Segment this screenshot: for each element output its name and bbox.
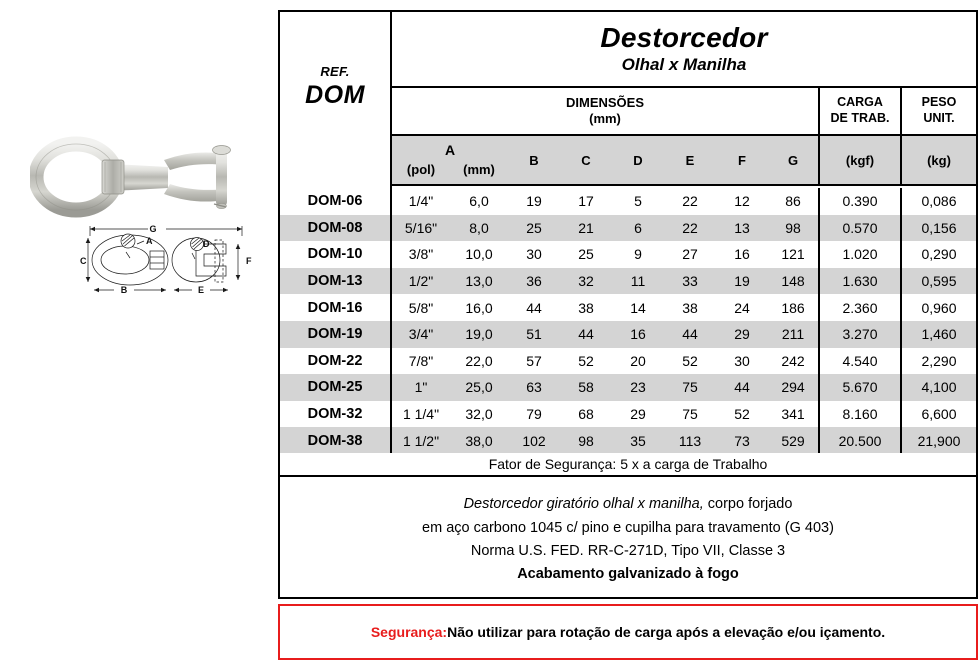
cell-g: 148 — [768, 268, 820, 295]
cell-e: 52 — [682, 352, 698, 369]
cell-reference: DOM-06 — [280, 188, 392, 215]
cell-mm: 16,0 — [465, 299, 493, 316]
cell-peso: 1,460 — [921, 326, 957, 343]
cell-carga: 1.630 — [820, 268, 902, 295]
table-row — [280, 321, 976, 348]
safety-warning-text: Não utilizar para rotação de carga após a elevação e/ou içamento. — [447, 624, 886, 640]
description-line-2: em aço carbono 1045 c/ pino e cupilha para travamento (G 403) — [422, 519, 834, 536]
swivel-dimension-line-drawing-icon — [78, 222, 268, 297]
cell-b: 19 — [526, 193, 542, 210]
cell-d: 23 — [630, 379, 646, 396]
drawing-label-e: E — [197, 285, 205, 295]
description-line-1-italic: Destorcedor giratório olhal x manilha, — [463, 496, 704, 513]
cell-reference: DOM-13 — [280, 268, 392, 295]
reference-prefix-label: REF. — [320, 64, 350, 79]
reference-prefix: DOM — [305, 81, 365, 109]
cell-mm: 10,0 — [465, 246, 493, 263]
cell-g: 211 — [768, 321, 820, 348]
description-line-1 — [464, 493, 793, 516]
cell-carga: 8.160 — [820, 401, 902, 428]
cell-carga: 2.360 — [820, 294, 902, 321]
column-header-a-pol — [392, 136, 456, 184]
cell-peso: 21,900 — [917, 432, 961, 449]
cell-peso: 6,600 — [921, 406, 957, 423]
cell-c: 68 — [578, 406, 594, 423]
cell-pol: 3/4" — [408, 326, 434, 343]
cell-carga: 0.570 — [820, 215, 902, 242]
description-block — [278, 477, 978, 599]
cell-mm: 25,0 — [465, 379, 493, 396]
cell-c: 38 — [578, 299, 594, 316]
cell-d: 20 — [630, 352, 646, 369]
cell-c: 58 — [578, 379, 594, 396]
cell-e: 44 — [682, 326, 698, 343]
cell-g: 98 — [768, 215, 820, 242]
cell-peso: 4,100 — [921, 379, 957, 396]
cell-f: 12 — [734, 193, 750, 210]
group-header-peso — [902, 88, 976, 134]
cell-b: 57 — [526, 352, 542, 369]
cell-b: 30 — [526, 246, 542, 263]
cell-e: 113 — [678, 432, 702, 449]
safety-factor-text: Fator de Segurança: 5 x a carga de Trabalho — [488, 456, 768, 472]
illustration-panel — [0, 0, 278, 667]
cell-e: 33 — [682, 273, 698, 290]
page-title: Destorcedor — [600, 21, 768, 53]
group-header-carga-line1: CARGA — [837, 95, 883, 110]
cell-mm: 6,0 — [469, 193, 489, 210]
cell-g: 86 — [768, 188, 820, 215]
cell-mm: 8,0 — [469, 219, 489, 236]
cell-b: 79 — [526, 406, 542, 423]
drawing-label-a: A — [146, 236, 153, 246]
cell-g: 121 — [768, 241, 820, 268]
column-header-peso-unit: (kg) — [927, 152, 951, 168]
column-header-a-mm — [450, 136, 508, 184]
cell-pol: 1" — [414, 379, 428, 396]
cell-pol: 1/2" — [408, 273, 434, 290]
cell-c: 25 — [578, 246, 594, 263]
column-header-f: F — [738, 152, 746, 168]
description-line-1-rest: corpo forjado — [703, 496, 793, 513]
cell-mm: 38,0 — [465, 432, 493, 449]
cell-f: 44 — [734, 379, 750, 396]
cell-e: 22 — [682, 219, 698, 236]
cell-g: 294 — [768, 374, 820, 401]
table-row — [280, 348, 976, 375]
cell-f: 52 — [734, 406, 750, 423]
group-header-dimensions-label: DIMENSÕES — [565, 94, 644, 110]
group-header-carga-line2: DE TRAB. — [830, 111, 890, 125]
cell-reference: DOM-32 — [280, 401, 392, 428]
drawing-label-g: G — [149, 224, 157, 234]
cell-c: 44 — [578, 326, 594, 343]
description-line-3: Norma U.S. FED. RR-C-271D, Tipo VII, Classe 3 — [470, 543, 786, 559]
dimension-drawing — [78, 222, 268, 297]
cell-c: 52 — [578, 352, 594, 369]
cell-g: 242 — [768, 348, 820, 375]
cell-peso: 2,290 — [921, 352, 957, 369]
table-row — [280, 374, 976, 401]
cell-mm: 19,0 — [465, 326, 493, 343]
cell-f: 19 — [734, 273, 750, 290]
page-subtitle: Olhal x Manilha — [621, 55, 747, 75]
cell-c: 21 — [578, 219, 594, 236]
cell-carga: 4.540 — [820, 348, 902, 375]
safety-warning-label: Segurança: — [370, 624, 448, 640]
cell-reference: DOM-38 — [280, 427, 392, 454]
cell-reference: DOM-08 — [280, 215, 392, 242]
group-header-dimensions-unit: (mm) — [589, 111, 621, 126]
product-photo — [30, 136, 255, 218]
cell-pol: 1 1/4" — [402, 406, 440, 423]
group-header-dimensions — [392, 88, 820, 134]
cell-d: 11 — [630, 273, 646, 290]
column-header-a-pol-label: (pol) — [406, 162, 436, 177]
description-line-4: Acabamento galvanizado à fogo — [517, 566, 739, 583]
cell-d: 6 — [634, 219, 642, 236]
table-body — [280, 188, 976, 451]
cell-peso: 0,595 — [921, 273, 957, 290]
column-header-g: G — [768, 136, 820, 184]
cell-e: 38 — [682, 299, 698, 316]
group-header-row — [392, 88, 976, 136]
cell-d: 14 — [630, 299, 646, 316]
cell-f: 29 — [734, 326, 750, 343]
column-header-e: E — [685, 152, 695, 168]
cell-d: 29 — [630, 406, 646, 423]
cell-c: 98 — [578, 432, 594, 449]
cell-peso: 0,960 — [921, 299, 957, 316]
safety-warning-box — [278, 604, 978, 660]
cell-d: 16 — [630, 326, 646, 343]
cell-reference: DOM-10 — [280, 241, 392, 268]
group-header-carga — [820, 88, 902, 134]
cell-c: 32 — [578, 273, 594, 290]
cell-peso: 0,086 — [921, 193, 957, 210]
table-row — [280, 268, 976, 295]
column-header-row — [392, 136, 976, 186]
cell-reference: DOM-19 — [280, 321, 392, 348]
cell-e: 22 — [682, 193, 698, 210]
cell-reference: DOM-22 — [280, 348, 392, 375]
column-header-carga-unit: (kgf) — [820, 136, 902, 184]
cell-b: 51 — [526, 326, 542, 343]
cell-pol: 1/4" — [408, 193, 434, 210]
cell-f: 13 — [734, 219, 750, 236]
cell-peso: 0,156 — [921, 219, 957, 236]
column-header-b: B — [529, 152, 539, 168]
cell-carga: 20.500 — [820, 427, 902, 454]
cell-f: 73 — [734, 432, 750, 449]
cell-e: 75 — [682, 406, 698, 423]
cell-reference: DOM-25 — [280, 374, 392, 401]
table-row — [280, 215, 976, 242]
cell-b: 36 — [526, 273, 542, 290]
cell-f: 16 — [734, 246, 750, 263]
cell-b: 25 — [526, 219, 542, 236]
cell-b: 102 — [522, 432, 546, 449]
group-header-peso-line2: UNIT. — [923, 111, 955, 125]
table-row — [280, 241, 976, 268]
table-row — [280, 188, 976, 215]
cell-pol: 3/8" — [408, 246, 434, 263]
safety-factor-row — [278, 453, 978, 477]
cell-pol: 5/16" — [404, 219, 438, 236]
cell-carga: 5.670 — [820, 374, 902, 401]
cell-mm: 32,0 — [465, 406, 493, 423]
drawing-label-f: F — [246, 256, 252, 266]
cell-g: 341 — [768, 401, 820, 428]
cell-mm: 13,0 — [465, 273, 493, 290]
cell-b: 63 — [526, 379, 542, 396]
column-header-d: D — [633, 152, 643, 168]
specification-table — [278, 10, 978, 453]
table-row — [280, 401, 976, 428]
cell-g: 186 — [768, 294, 820, 321]
drawing-label-b: B — [120, 285, 128, 295]
cell-e: 27 — [682, 246, 698, 263]
swivel-eye-and-jaw-photo-icon — [30, 136, 255, 218]
cell-mm: 22,0 — [465, 352, 493, 369]
cell-c: 17 — [578, 193, 594, 210]
cell-carga: 3.270 — [820, 321, 902, 348]
cell-d: 35 — [630, 432, 646, 449]
cell-f: 24 — [734, 299, 750, 316]
cell-peso: 0,290 — [921, 246, 957, 263]
cell-pol: 7/8" — [408, 352, 434, 369]
title-band — [392, 12, 976, 88]
cell-e: 75 — [682, 379, 698, 396]
cell-pol: 5/8" — [408, 299, 434, 316]
table-row — [280, 427, 976, 454]
cell-b: 44 — [526, 299, 542, 316]
column-header-a-span: A — [444, 142, 456, 158]
cell-d: 9 — [634, 246, 642, 263]
cell-d: 5 — [634, 193, 642, 210]
column-header-c: C — [581, 152, 591, 168]
drawing-label-c: C — [80, 256, 87, 266]
table-row — [280, 294, 976, 321]
cell-f: 30 — [734, 352, 750, 369]
group-header-peso-line1: PESO — [921, 95, 957, 110]
cell-reference: DOM-16 — [280, 294, 392, 321]
drawing-label-d: D — [203, 239, 210, 249]
cell-carga: 1.020 — [820, 241, 902, 268]
cell-carga: 0.390 — [820, 188, 902, 215]
table-header — [392, 12, 976, 188]
cell-pol: 1 1/2" — [402, 432, 440, 449]
cell-g: 529 — [768, 427, 820, 454]
column-header-a-mm-label: (mm) — [463, 162, 495, 177]
